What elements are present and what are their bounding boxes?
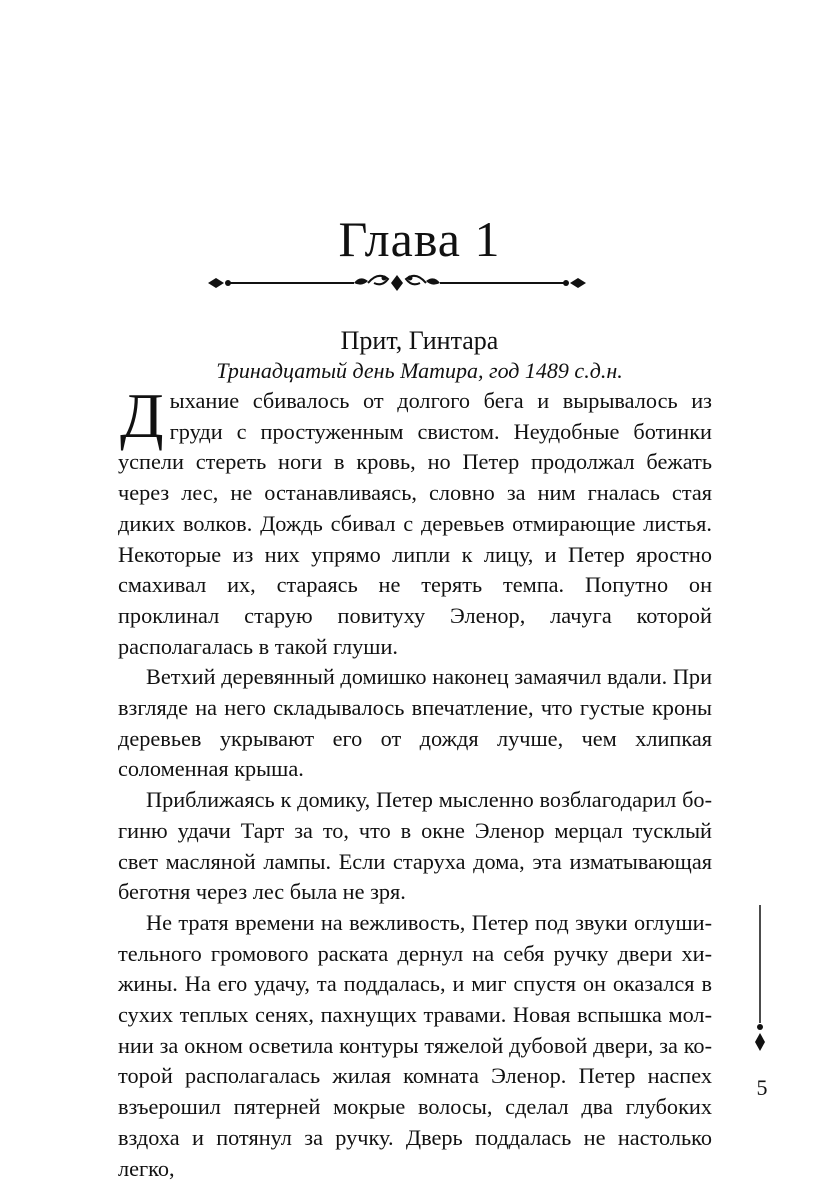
page-number: 5 xyxy=(756,1075,768,1100)
paragraph-1: Дыхание сбивалось от долгого бега и вырывалось из груди с простуженным свистом. Неудобные ботинки успели стереть ноги в кровь, но Петер продолжал бежать через лес, не останавливаясь, словно за ним гналась стая диких волков. Дождь сбивал с деревьев отмирающие листья. Некоторые из них упрямо липли к лицу, и Петер яростно смахивал их, стараясь не терять темпа. Попутно он проклинал старую повитуху Эленор, лачуга которой располагалась в такой глуши. xyxy=(118,380,712,659)
margin-ornament-icon xyxy=(750,905,770,1055)
paragraph-3: Приближаясь к домику, Петер мысленно возблагодарил богиню удачи Тарт за то, что в окне Эленор мерцал тусклый свет масляной лампы. Если старуха дома, эта изматывающая беготня через лес была не зря. xyxy=(118,787,712,905)
date-subheading: Тринадцатый день Матира, год 1489 с.д.н. xyxy=(216,358,623,383)
drop-cap: Д xyxy=(120,380,164,451)
paragraph-4: Не тратя времени на вежливость, Петер под звуки оглушительного громового раската дернул на себя ручку двери хижины. На его удачу, та поддалась, и миг спустя он оказался в сухих теплых сенях, пахнущих травами. Новая вспышка молнии за окном осветила контуры тяжелой дубовой двери, за которой располагалась жилая комната Эленор. Петер наспех взъерошил пятерней мокрые волосы, сделал два глубоких вздоха и потянул за ручку. Дверь поддалась не настолько легко, xyxy=(118,909,712,1181)
paragraph-2: Ветхий деревянный домишко наконец замаячил вдали. При взгляде на него складывалось впечатление, что густые кроны деревьев укрывают его от дождя лучше, чем хлипкая соломенная крыша. xyxy=(118,664,712,782)
location-heading: Прит, Гинтара xyxy=(340,326,499,355)
chapter-title: Глава 1 xyxy=(338,211,501,267)
chapter-body xyxy=(118,380,712,1184)
chapter-divider-ornament xyxy=(208,266,586,300)
